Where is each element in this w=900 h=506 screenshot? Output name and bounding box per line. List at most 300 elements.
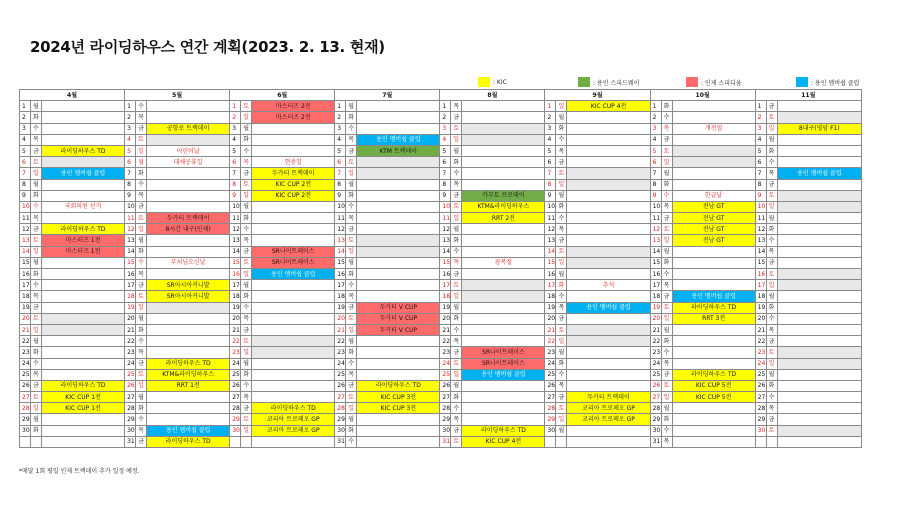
weekday: 목 [136, 425, 147, 436]
empty-cell [147, 101, 230, 112]
calendar-row [20, 347, 862, 358]
day-number: 17 [545, 280, 556, 291]
day-number: 11 [335, 213, 346, 224]
weekday: 화 [661, 179, 672, 190]
weekday: 화 [766, 145, 777, 156]
event-cell: 라이딩하우스 TD [357, 380, 440, 391]
empty-cell [672, 347, 755, 358]
empty-cell [672, 414, 755, 425]
empty-cell [357, 190, 440, 201]
weekday: 월 [451, 380, 462, 391]
empty-cell [252, 201, 335, 212]
day-number: 10 [440, 201, 451, 212]
weekday: 수 [451, 246, 462, 257]
day-number: 9 [125, 190, 136, 201]
day-number: 30 [20, 425, 31, 436]
weekday: 금 [31, 145, 42, 156]
weekday: 수 [556, 134, 567, 145]
day-number: 11 [650, 213, 661, 224]
day-number: 1 [20, 101, 31, 112]
day-number: 15 [230, 257, 241, 268]
day-number: 1 [335, 101, 346, 112]
weekday: 월 [766, 134, 777, 145]
weekday: 목 [556, 380, 567, 391]
weekday: 목 [346, 369, 357, 380]
day-number: 9 [335, 190, 346, 201]
day-number: 15 [545, 257, 556, 268]
weekday: 일 [241, 347, 252, 358]
weekday: 목 [661, 123, 672, 134]
weekday: 목 [661, 358, 672, 369]
weekday: 수 [766, 157, 777, 168]
weekday: 수 [766, 235, 777, 246]
weekday: 목 [241, 235, 252, 246]
weekday [766, 436, 777, 447]
day-number: 1 [650, 101, 661, 112]
day-number: 20 [20, 313, 31, 324]
weekday: 일 [451, 134, 462, 145]
day-number: 22 [650, 336, 661, 347]
empty-cell [567, 123, 650, 134]
weekday: 목 [556, 145, 567, 156]
weekday: 월 [451, 224, 462, 235]
event-cell: KIC CUP 5전 [672, 380, 755, 391]
legend-label-yongin-membership: : 용인 멤버쉽 클럽 [811, 79, 860, 87]
weekday: 토 [451, 123, 462, 134]
empty-cell [147, 403, 230, 414]
weekday: 화 [451, 313, 462, 324]
weekday: 월 [346, 101, 357, 112]
empty-cell [672, 168, 755, 179]
empty-cell [777, 436, 861, 447]
day-number: 7 [755, 168, 766, 179]
empty-cell [42, 414, 125, 425]
calendar-row [20, 291, 862, 302]
day-number [545, 436, 556, 447]
legend-yongin-membership [796, 77, 859, 87]
weekday: 월 [241, 280, 252, 291]
empty-cell [567, 190, 650, 201]
weekday: 일 [661, 313, 672, 324]
event-cell: KIC CUP 4전 [462, 436, 545, 447]
weekday: 화 [661, 101, 672, 112]
weekday: 월 [556, 269, 567, 280]
empty-cell [462, 168, 545, 179]
day-number: 25 [650, 369, 661, 380]
weekday: 금 [556, 235, 567, 246]
day-number: 3 [545, 123, 556, 134]
day-number: 11 [125, 213, 136, 224]
day-number: 30 [755, 425, 766, 436]
month-header: 7월 [335, 90, 440, 101]
weekday: 화 [346, 269, 357, 280]
empty-cell [42, 358, 125, 369]
day-number: 22 [755, 336, 766, 347]
empty-cell [252, 291, 335, 302]
day-number: 10 [125, 201, 136, 212]
weekday: 일 [766, 358, 777, 369]
weekday: 금 [346, 145, 357, 156]
day-number: 19 [20, 302, 31, 313]
weekday: 화 [661, 257, 672, 268]
empty-cell [357, 157, 440, 168]
day-number: 24 [545, 358, 556, 369]
weekday: 토 [661, 224, 672, 235]
weekday: 월 [766, 213, 777, 224]
weekday: 화 [451, 392, 462, 403]
event-cell: 용인 멤버쉽 클럽 [252, 269, 335, 280]
legend-label-inje-speedium: : 인제 스피디움 [701, 79, 742, 87]
event-cell: RRT 1전 [147, 380, 230, 391]
event-cell: 카부토 프로데이 [462, 190, 545, 201]
empty-cell [147, 112, 230, 123]
empty-cell [462, 145, 545, 156]
event-cell: 국회의원 선거 [42, 201, 125, 212]
empty-cell [357, 425, 440, 436]
event-cell: 한글날 [672, 190, 755, 201]
event-cell: 코리아 트로페오 GP [252, 425, 335, 436]
weekday: 화 [661, 414, 672, 425]
day-number: 2 [230, 112, 241, 123]
empty-cell [777, 213, 861, 224]
weekday: 일 [31, 246, 42, 257]
weekday: 화 [766, 380, 777, 391]
day-number: 28 [230, 403, 241, 414]
day-number: 27 [650, 392, 661, 403]
day-number: 9 [755, 190, 766, 201]
empty-cell [252, 336, 335, 347]
weekday: 일 [346, 324, 357, 335]
weekday: 토 [766, 112, 777, 123]
day-number: 11 [755, 213, 766, 224]
event-cell: 라이딩하우스 TD [672, 369, 755, 380]
weekday: 화 [346, 347, 357, 358]
day-number: 18 [650, 291, 661, 302]
weekday: 토 [31, 157, 42, 168]
day-number: 11 [545, 213, 556, 224]
calendar-row [20, 369, 862, 380]
day-number: 13 [230, 235, 241, 246]
day-number: 22 [440, 336, 451, 347]
day-number: 20 [440, 313, 451, 324]
day-number: 2 [125, 112, 136, 123]
day-number: 1 [545, 101, 556, 112]
weekday: 월 [136, 392, 147, 403]
empty-cell [777, 302, 861, 313]
month-header: 8월 [440, 90, 545, 101]
day-number: 18 [125, 291, 136, 302]
weekday: 토 [241, 257, 252, 268]
legend-kic [478, 77, 507, 87]
empty-cell [462, 313, 545, 324]
day-number: 14 [125, 246, 136, 257]
legend-swatch-yongin-membership [796, 77, 808, 87]
weekday: 목 [766, 324, 777, 335]
day-number: 8 [20, 179, 31, 190]
event-cell: 코리아 트로페오 GP [567, 414, 650, 425]
empty-cell [777, 235, 861, 246]
weekday: 금 [241, 403, 252, 414]
event-cell: 전남 GT [672, 213, 755, 224]
event-cell: 마스터즈 2전 [252, 112, 335, 123]
month-header: 10월 [650, 90, 755, 101]
day-number: 7 [230, 168, 241, 179]
weekday: 금 [31, 224, 42, 235]
day-number: 31 [650, 436, 661, 447]
weekday: 화 [31, 190, 42, 201]
weekday: 수 [556, 213, 567, 224]
empty-cell [357, 246, 440, 257]
empty-cell [357, 436, 440, 447]
weekday: 수 [31, 201, 42, 212]
empty-cell [777, 101, 861, 112]
day-number: 25 [230, 369, 241, 380]
day-number: 11 [230, 213, 241, 224]
day-number: 3 [755, 123, 766, 134]
weekday: 월 [346, 414, 357, 425]
weekday: 화 [136, 324, 147, 335]
day-number: 17 [335, 280, 346, 291]
day-number: 13 [335, 235, 346, 246]
empty-cell [462, 123, 545, 134]
weekday: 토 [766, 269, 777, 280]
day-number: 9 [440, 190, 451, 201]
weekday: 월 [346, 257, 357, 268]
weekday: 금 [346, 380, 357, 391]
calendar-row [20, 235, 862, 246]
empty-cell [462, 280, 545, 291]
weekday: 목 [136, 190, 147, 201]
empty-cell [462, 336, 545, 347]
day-number: 4 [230, 134, 241, 145]
day-number: 25 [335, 369, 346, 380]
event-cell: RRT 3전 [672, 313, 755, 324]
weekday: 수 [451, 168, 462, 179]
weekday: 토 [241, 336, 252, 347]
weekday: 월 [556, 112, 567, 123]
day-number: 20 [125, 313, 136, 324]
weekday: 일 [766, 123, 777, 134]
day-number: 19 [125, 302, 136, 313]
event-cell: 라이딩하우스 TD [42, 145, 125, 156]
day-number: 23 [20, 347, 31, 358]
weekday: 수 [241, 224, 252, 235]
weekday: 월 [31, 179, 42, 190]
empty-cell [777, 347, 861, 358]
event-cell: KTM 트랙데이 [357, 145, 440, 156]
empty-cell [777, 257, 861, 268]
empty-cell [777, 179, 861, 190]
empty-cell [252, 436, 335, 447]
day-number: 6 [650, 157, 661, 168]
day-number: 17 [440, 280, 451, 291]
day-number: 16 [650, 269, 661, 280]
day-number: 22 [335, 336, 346, 347]
day-number: 21 [335, 324, 346, 335]
empty-cell [777, 246, 861, 257]
empty-cell [777, 403, 861, 414]
empty-cell [357, 123, 440, 134]
calendar-row [20, 168, 862, 179]
day-number: 23 [125, 347, 136, 358]
day-number: 30 [125, 425, 136, 436]
weekday: 목 [346, 134, 357, 145]
day-number: 1 [755, 101, 766, 112]
empty-cell [147, 179, 230, 190]
legend-label-kic: : KIC [493, 78, 507, 86]
empty-cell [252, 123, 335, 134]
legend-label-yongin-speedway: : 용인 스피드웨이 [593, 79, 640, 87]
weekday: 월 [451, 145, 462, 156]
day-number: 8 [545, 179, 556, 190]
empty-cell [462, 324, 545, 335]
calendar-row [20, 179, 862, 190]
day-number: 13 [545, 235, 556, 246]
empty-cell [252, 134, 335, 145]
empty-cell [672, 280, 755, 291]
event-cell: 마스터즈 1전 [42, 235, 125, 246]
day-number: 17 [230, 280, 241, 291]
weekday: 토 [241, 179, 252, 190]
empty-cell [567, 201, 650, 212]
day-number: 15 [335, 257, 346, 268]
day-number: 31 [125, 436, 136, 447]
weekday: 목 [241, 313, 252, 324]
day-number [20, 436, 31, 447]
weekday: 일 [556, 257, 567, 268]
weekday: 토 [556, 246, 567, 257]
day-number: 5 [545, 145, 556, 156]
day-number: 27 [755, 392, 766, 403]
empty-cell [252, 224, 335, 235]
weekday: 토 [556, 324, 567, 335]
day-number: 15 [440, 257, 451, 268]
day-number: 12 [230, 224, 241, 235]
weekday: 수 [346, 280, 357, 291]
weekday: 월 [136, 313, 147, 324]
event-cell: 전남 GT [672, 224, 755, 235]
weekday: 수 [31, 123, 42, 134]
day-number: 6 [755, 157, 766, 168]
day-number: 20 [755, 313, 766, 324]
empty-cell [357, 280, 440, 291]
weekday: 월 [661, 324, 672, 335]
empty-cell [42, 436, 125, 447]
day-number: 19 [230, 302, 241, 313]
weekday: 일 [241, 112, 252, 123]
weekday [556, 436, 567, 447]
calendar-row [20, 201, 862, 212]
month-header: 4월 [20, 90, 125, 101]
day-number: 27 [545, 392, 556, 403]
calendar-row [20, 324, 862, 335]
empty-cell [777, 112, 861, 123]
day-number: 23 [755, 347, 766, 358]
weekday: 월 [556, 190, 567, 201]
empty-cell [567, 425, 650, 436]
weekday: 화 [346, 425, 357, 436]
weekday: 수 [556, 369, 567, 380]
event-cell: 광복절 [462, 257, 545, 268]
weekday: 화 [31, 269, 42, 280]
event-cell: 대체공휴일 [147, 157, 230, 168]
month-header: 11월 [755, 90, 861, 101]
weekday: 금 [661, 291, 672, 302]
day-number: 10 [335, 201, 346, 212]
weekday: 수 [241, 302, 252, 313]
empty-cell [777, 224, 861, 235]
weekday: 화 [31, 425, 42, 436]
weekday: 목 [661, 436, 672, 447]
day-number: 27 [20, 392, 31, 403]
day-number: 3 [335, 123, 346, 134]
day-number: 26 [230, 380, 241, 391]
weekday: 금 [31, 302, 42, 313]
empty-cell [357, 269, 440, 280]
weekday: 목 [136, 347, 147, 358]
empty-cell [147, 336, 230, 347]
day-number: 18 [20, 291, 31, 302]
day-number: 24 [20, 358, 31, 369]
empty-cell [567, 380, 650, 391]
empty-cell [42, 324, 125, 335]
day-number: 8 [650, 179, 661, 190]
empty-cell [147, 235, 230, 246]
day-number: 10 [755, 201, 766, 212]
empty-cell [252, 302, 335, 313]
weekday: 일 [451, 213, 462, 224]
weekday: 화 [766, 224, 777, 235]
weekday: 일 [241, 190, 252, 201]
weekday: 토 [661, 380, 672, 391]
day-number: 2 [545, 112, 556, 123]
event-cell: KIC CUP 2전 [252, 190, 335, 201]
event-cell: 용인 멤버쉽 클럽 [777, 168, 861, 179]
empty-cell [672, 324, 755, 335]
day-number: 9 [545, 190, 556, 201]
weekday: 토 [136, 291, 147, 302]
weekday: 목 [451, 336, 462, 347]
empty-cell [672, 403, 755, 414]
weekday: 화 [136, 168, 147, 179]
day-number: 18 [440, 291, 451, 302]
weekday: 수 [136, 414, 147, 425]
weekday: 화 [31, 112, 42, 123]
day-number: 7 [650, 168, 661, 179]
weekday: 토 [346, 157, 357, 168]
calendar-row [20, 224, 862, 235]
day-number: 3 [20, 123, 31, 134]
day-number: 5 [230, 145, 241, 156]
day-number: 5 [650, 145, 661, 156]
empty-cell [357, 291, 440, 302]
day-number: 4 [440, 134, 451, 145]
day-number: 29 [650, 414, 661, 425]
empty-cell [462, 157, 545, 168]
empty-cell [42, 112, 125, 123]
event-cell: 라이딩하우스 TD [672, 302, 755, 313]
weekday: 목 [31, 213, 42, 224]
day-number: 30 [650, 425, 661, 436]
weekday: 수 [661, 425, 672, 436]
weekday: 토 [556, 168, 567, 179]
weekday: 월 [451, 302, 462, 313]
event-cell: SR나이트레이스 [252, 257, 335, 268]
weekday: 토 [136, 134, 147, 145]
weekday: 화 [241, 369, 252, 380]
event-cell: 두카티 트랙데이 [147, 213, 230, 224]
weekday: 수 [241, 380, 252, 391]
